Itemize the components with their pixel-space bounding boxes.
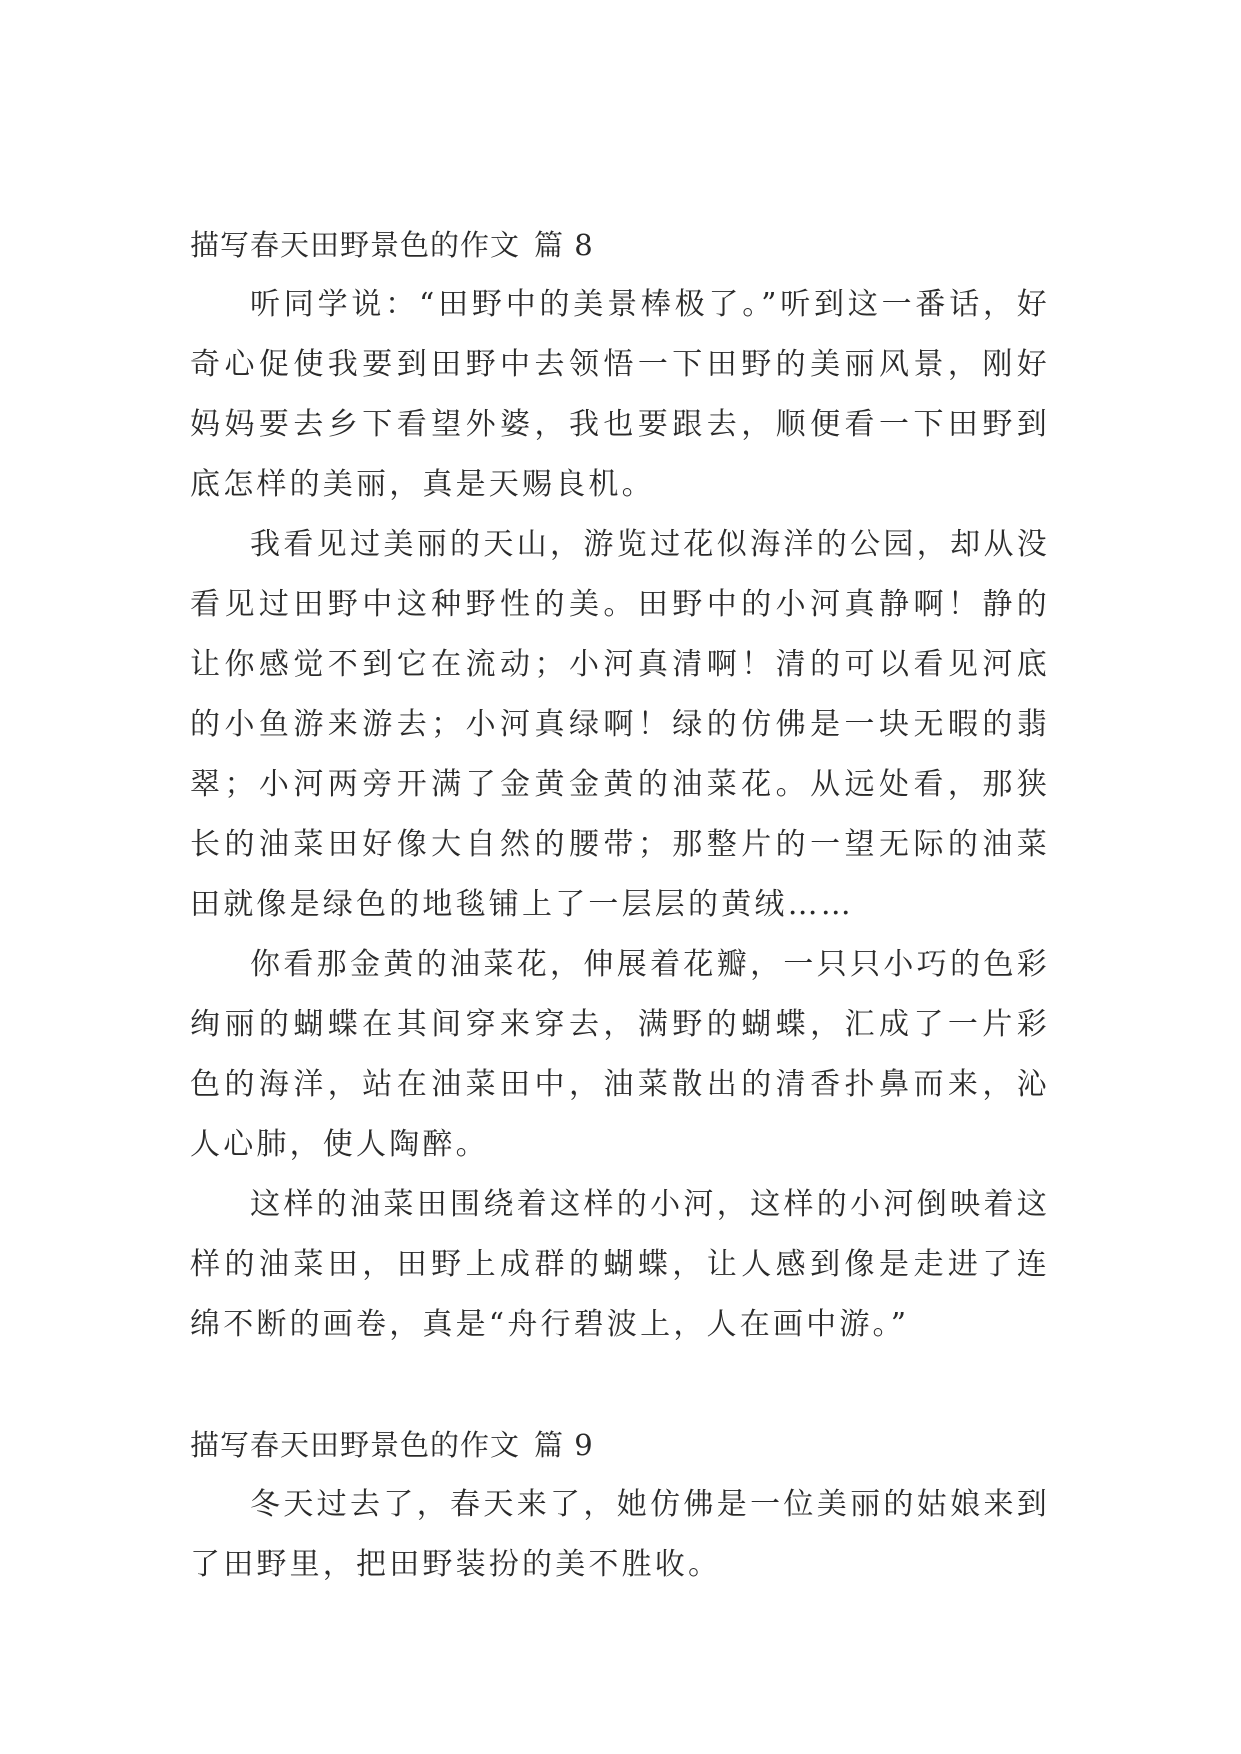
essay-number: 篇 9: [534, 1428, 594, 1462]
paragraph: 听同学说：“田野中的美景棒极了。”听到这一番话，好奇心促使我要到田野中去领悟一下田野的美丽风景，刚好妈妈要去乡下看望外婆，我也要跟去，顺便看一下田野到底怎样的美丽，真是天赐良机。: [190, 287, 1050, 502]
essay-title-text: 描写春天田野景色的作文: [190, 228, 521, 262]
essay-section-8: [190, 215, 1050, 1355]
document-page: [190, 215, 1050, 1595]
essay-title: [190, 215, 1050, 275]
essay-title-text: 描写春天田野景色的作文: [190, 1428, 521, 1462]
essay-title: [190, 1415, 1050, 1475]
paragraph: 你看那金黄的油菜花，伸展着花瓣，一只只小巧的色彩绚丽的蝴蝶在其间穿来穿去，满野的蝴蝶，汇成了一片彩色的海洋，站在油菜田中，油菜散出的清香扑鼻而来，沁人心肺，使人陶醉。: [190, 947, 1050, 1162]
paragraph: 我看见过美丽的天山，游览过花似海洋的公园，却从没看见过田野中这种野性的美。田野中的小河真静啊！静的让你感觉不到它在流动；小河真清啊！清的可以看见河底的小鱼游来游去；小河真绿啊！绿的仿佛是一块无暇的翡翠；小河两旁开满了金黄金黄的油菜花。从远处看，那狭长的油菜田好像大自然的腰带；那整片的一望无际的油菜田就像是绿色的地毯铺上了一层层的黄绒……: [190, 527, 1050, 922]
essay-number: 篇 8: [534, 228, 594, 262]
essay-section-9: [190, 1415, 1050, 1595]
paragraph: 冬天过去了，春天来了，她仿佛是一位美丽的姑娘来到了田野里，把田野装扮的美不胜收。: [190, 1487, 1050, 1582]
paragraph: 这样的油菜田围绕着这样的小河，这样的小河倒映着这样的油菜田，田野上成群的蝴蝶，让人感到像是走进了连绵不断的画卷，真是“舟行碧波上，人在画中游。”: [190, 1187, 1050, 1342]
